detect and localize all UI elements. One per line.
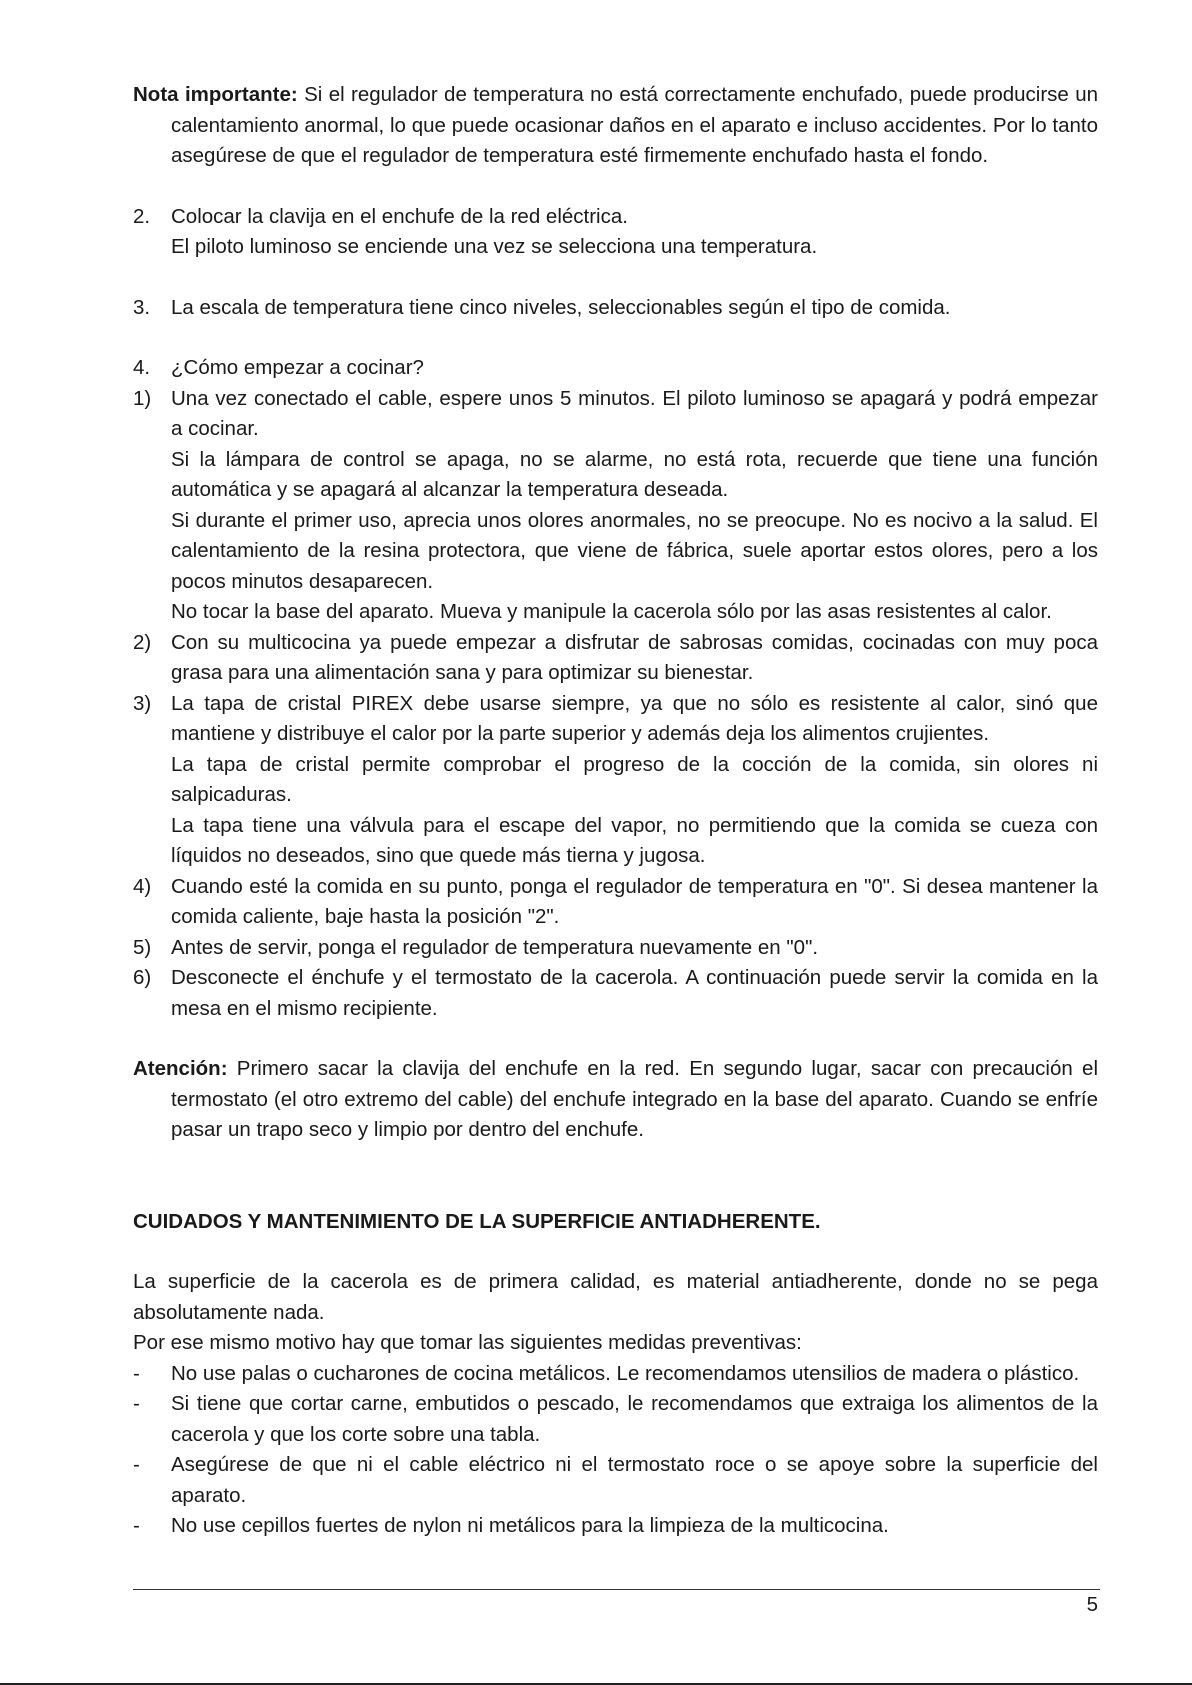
important-note xyxy=(133,80,1098,172)
substep-item xyxy=(133,628,1098,689)
page-number: 5 xyxy=(1086,1593,1098,1616)
substep-text: No tocar la base del aparato. Mueva y manipule la cacerola sólo por las asas resistentes al calor. xyxy=(171,600,1052,623)
substep-number: 6) xyxy=(133,966,152,989)
footer-divider xyxy=(133,1589,1100,1590)
step-number: 2. xyxy=(133,204,151,228)
substep-text: Desconecte el énchufe y el termostato de la cacerola. A continuación puede servir la comida en la mesa en el mismo recipiente. xyxy=(171,966,1098,1020)
bullet-dash: - xyxy=(133,1361,140,1385)
bullet-dash: - xyxy=(133,1392,140,1415)
substep-item xyxy=(133,872,1098,933)
attention-note xyxy=(133,1054,1098,1146)
step-text: La escala de temperatura tiene cinco niveles, seleccionables según el tipo de comida. xyxy=(171,295,951,319)
bullet-item xyxy=(133,1359,1098,1390)
attention-text: Primero sacar la clavija del enchufe en la red. En segundo lugar, sacar con precaución el termostato (el otro extremo del cable) del enchufe integrado en la base del aparato. Cuando se enfríe pasar un trapo seco y limpio por dentro del enchufe. xyxy=(171,1057,1098,1141)
substep-number: 4) xyxy=(133,874,152,898)
step-text: ¿Cómo empezar a cocinar? xyxy=(171,356,424,379)
substep-item xyxy=(133,963,1098,1024)
bullet-item xyxy=(133,1389,1098,1450)
substep-item xyxy=(133,933,1098,964)
substep-text: Cuando esté la comida en su punto, ponga el regulador de temperatura en "0". Si desea mantener la comida caliente, baje hasta la posición "2". xyxy=(171,874,1098,928)
substep-text: La tapa de cristal permite comprobar el progreso de la cocción de la comida, sin olores ni salpicaduras. xyxy=(171,752,1098,806)
bullet-text: No use palas o cucharones de cocina metálicos. Le recomendamos utensilios de madera o plástico. xyxy=(171,1361,1080,1385)
document-page xyxy=(133,80,1098,1542)
substep-text: La tapa de cristal PIREX debe usarse siempre, ya que no sólo es resistente al calor, sinó que mantiene y distribuye el calor por la parte superior y además deja los alimentos crujientes. xyxy=(171,691,1098,745)
step-item xyxy=(133,353,1098,384)
substep-item xyxy=(133,384,1098,628)
substep-text: Antes de servir, ponga el regulador de temperatura nuevamente en "0". xyxy=(171,935,819,959)
substep-item xyxy=(133,689,1098,872)
bullet-text: Asegúrese de que ni el cable eléctrico ni el termostato roce o se apoye sobre la superficie del aparato. xyxy=(171,1453,1098,1507)
bullet-dash: - xyxy=(133,1514,140,1537)
step-item xyxy=(133,202,1098,263)
step-item xyxy=(133,293,1098,324)
step-number: 3. xyxy=(133,295,151,319)
substep-text: La tapa tiene una válvula para el escape del vapor, no permitiendo que la comida se cueza con líquidos no deseados, sino que quede más tierna y jugosa. xyxy=(171,813,1098,867)
bullet-item xyxy=(133,1450,1098,1511)
bullet-text: Si tiene que cortar carne, embutidos o pescado, le recomendamos que extraiga los alimentos de la cacerola y que los corte sobre una tabla. xyxy=(171,1392,1098,1446)
substep-text: Si durante el primer uso, aprecia unos olores anormales, no se preocupe. No es nocivo a la salud. El calentamiento de la resina protectora, que viene de fábrica, suele aportar estos olores, pero a los pocos minutos desaparecen. xyxy=(171,508,1098,593)
step-number: 4. xyxy=(133,356,151,379)
attention-label: Atención: xyxy=(133,1057,228,1080)
important-note-text: Si el regulador de temperatura no está correctamente enchufado, puede producirse un calentamiento anormal, lo que puede ocasionar daños en el aparato e incluso accidentes. Por lo tanto asegúrese de que el regulador de temperatura esté firmemente enchufado hasta el fondo. xyxy=(171,83,1099,167)
substep-number: 3) xyxy=(133,691,152,715)
section-lead: Por ese mismo motivo hay que tomar las siguientes medidas preventivas: xyxy=(133,1331,802,1354)
substep-number: 2) xyxy=(133,630,152,654)
section-heading: CUIDADOS Y MANTENIMIENTO DE LA SUPERFICIE ANTIADHERENTE. xyxy=(133,1209,821,1233)
substep-text: Con su multicocina ya puede empezar a disfrutar de sabrosas comidas, cocinadas con muy poca grasa para una alimentación sana y para optimizar su bienestar. xyxy=(171,630,1098,684)
step-text: Colocar la clavija en el enchufe de la red eléctrica. xyxy=(171,204,628,228)
step-text: El piloto luminoso se enciende una vez se selecciona una temperatura. xyxy=(171,235,818,258)
substep-number: 1) xyxy=(133,386,152,410)
section-intro: La superficie de la cacerola es de primera calidad, es material antiadherente, donde no se pega absolutamente nada. xyxy=(133,1270,1098,1324)
bullet-dash: - xyxy=(133,1453,140,1476)
bullet-item xyxy=(133,1511,1098,1542)
bullet-text: No use cepillos fuertes de nylon ni metálicos para la limpieza de la multicocina. xyxy=(171,1514,889,1537)
substep-text: Si la lámpara de control se apaga, no se alarme, no está rota, recuerde que tiene una función automática y se apagará al alcanzar la temperatura deseada. xyxy=(171,447,1098,501)
important-note-label: Nota importante: xyxy=(133,83,298,106)
substep-text: Una vez conectado el cable, espere unos 5 minutos. El piloto luminoso se apagará y podrá empezar a cocinar. xyxy=(171,386,1098,440)
substep-number: 5) xyxy=(133,935,152,959)
